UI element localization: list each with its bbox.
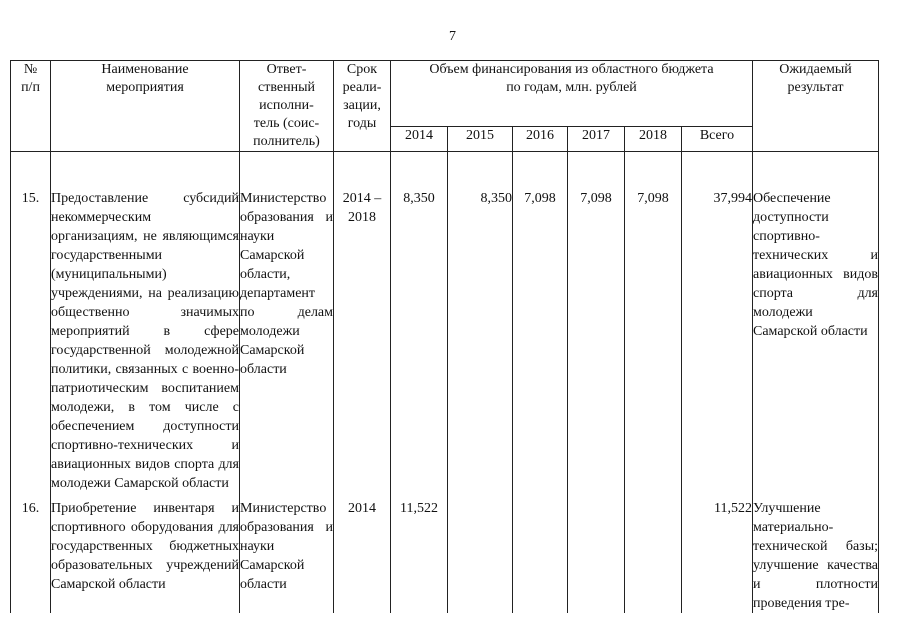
header-executor: Ответ- ственный исполни- тель (соис- полнитель) — [240, 61, 334, 152]
table-row — [11, 186, 879, 493]
header-total: Всего — [682, 127, 753, 152]
row-num: 15. — [11, 186, 51, 493]
row-value-2014: 8,350 — [391, 186, 448, 493]
header-financing: Объем финансирования из областного бюджета по годам, млн. рублей — [391, 61, 753, 127]
header-year-2016: 2016 — [513, 127, 568, 152]
row-executor: Министерство образования и науки Самарской области, департамент по делам молодежи Самарской области — [240, 186, 334, 493]
table-row — [11, 493, 879, 613]
row-term: 2014 — [334, 493, 391, 613]
row-value-total: 11,522 — [682, 493, 753, 613]
header-year-2017: 2017 — [568, 127, 625, 152]
row-value-total: 37,994 — [682, 186, 753, 493]
page-number: 7 — [449, 29, 456, 44]
row-name: Приобретение инвентаря и спортивного оборудования для государственных бюджетных образовательных учреждений Самарской области — [51, 493, 240, 613]
row-value-2017: 7,098 — [568, 186, 625, 493]
financing-table — [10, 60, 879, 613]
row-result: Улучшение материально-технической базы; улучшение качества и плотности проведения тре- — [753, 493, 879, 613]
row-value-2016: 7,098 — [513, 186, 568, 493]
row-value-2018 — [625, 493, 682, 613]
row-value-2015 — [448, 493, 513, 613]
row-value-2017 — [568, 493, 625, 613]
header-term: Срок реали- зации, годы — [334, 61, 391, 152]
header-name: Наименование мероприятия — [51, 61, 240, 152]
row-num: 16. — [11, 493, 51, 613]
header-year-2015: 2015 — [448, 127, 513, 152]
row-value-2018: 7,098 — [625, 186, 682, 493]
row-value-2016 — [513, 493, 568, 613]
header-year-2014: 2014 — [391, 127, 448, 152]
header-result: Ожидаемый результат — [753, 61, 879, 152]
row-term: 2014 – 2018 — [334, 186, 391, 493]
row-result: Обеспечение доступности спортивно-технических и авиационных видов спорта для молодежи Самарской области — [753, 186, 879, 493]
row-value-2015: 8,350 — [448, 186, 513, 493]
spacer-row — [11, 152, 879, 187]
row-value-2014: 11,522 — [391, 493, 448, 613]
header-year-2018: 2018 — [625, 127, 682, 152]
row-name: Предоставление субсидий некоммерческим организациям, не являющимся государственными (муниципальными) учреждениями, на реализацию общественно значимых мероприятий в сфере государственной молодежной политики, связанных с военно-патриотическим воспитанием молодежи, в том числе с обеспечением доступности спортивно-технических и авиационных видов спорта для молодежи Самарской области — [51, 186, 240, 493]
header-num: № п/п — [11, 61, 51, 152]
row-executor: Министерство образования и науки Самарской области — [240, 493, 334, 613]
